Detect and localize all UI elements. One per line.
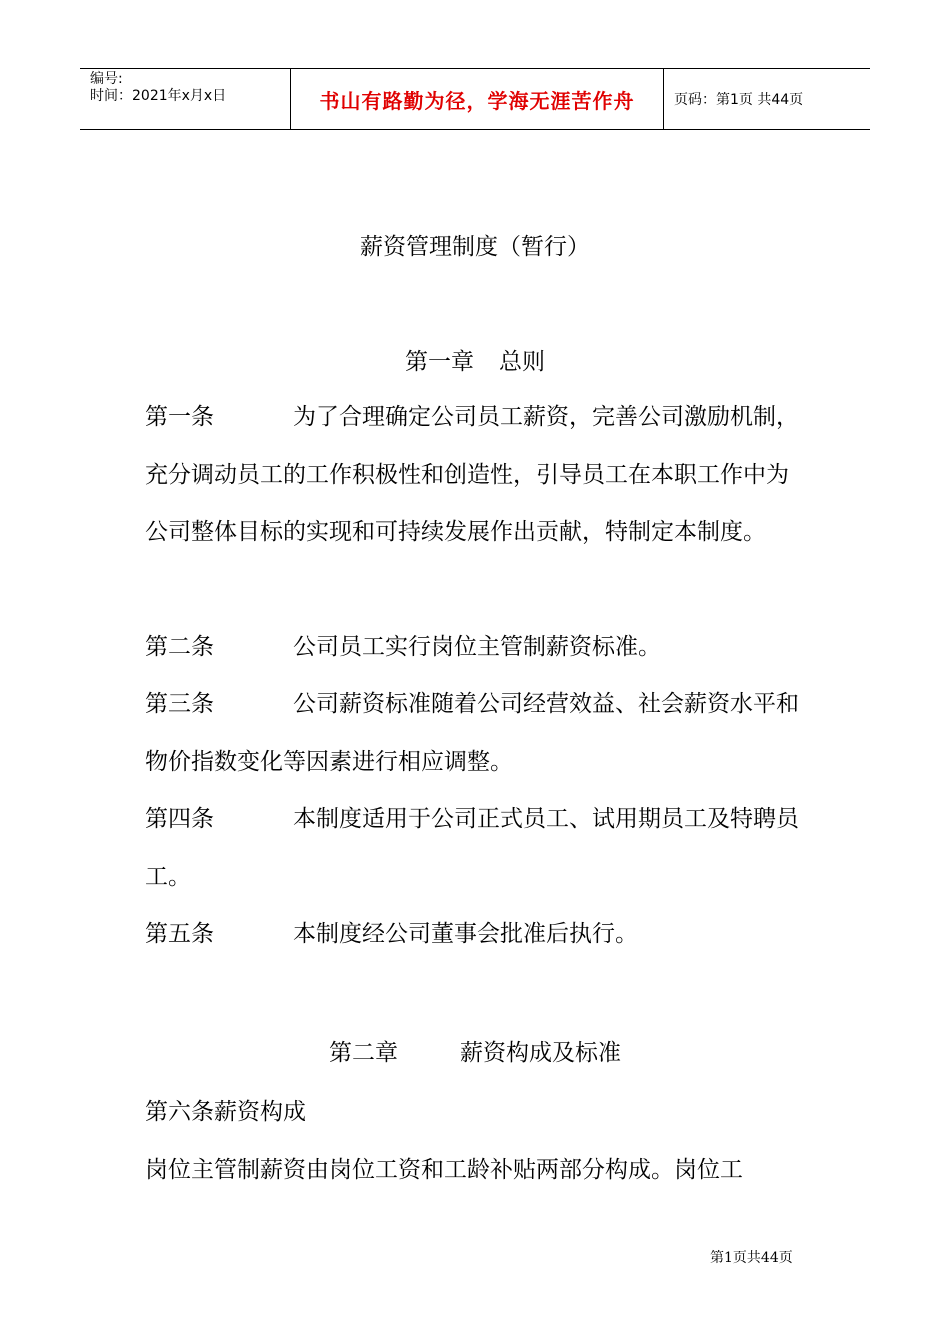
article-6-text: 岗位主管制薪资由岗位工资和工龄补贴两部分构成。岗位工 [145, 1157, 743, 1183]
article-1-text: 为了合理确定公司员工薪资，完善公司激励机制，充分调动员工的工作积极性和创造性，引导员工在本职工作中为公司整体目标的实现和可持续发展作出贡献，特制定本制度。 [145, 404, 799, 545]
article-2-text: 公司员工实行岗位主管制薪资标准。 [293, 634, 661, 660]
header-page-info: 页码：第1页 共44页 [674, 92, 804, 108]
chapter-2-name: 薪资构成及标准 [460, 1040, 621, 1066]
article-5-text: 本制度经公司董事会批准后执行。 [293, 921, 638, 947]
article-6-heading: 第六条薪资构成 [145, 1099, 306, 1125]
article-3-head: 第三条 [145, 691, 214, 717]
article-5-head: 第五条 [145, 921, 214, 947]
chapter-1-name: 总则 [499, 349, 545, 375]
serial-number-label: 编号: [90, 71, 123, 87]
document-title: 薪资管理制度（暂行） [360, 234, 590, 260]
page-footer: 第1页共44页 [710, 1250, 793, 1266]
article-4-text: 本制度适用于公司正式员工、试用期员工及特聘员工。 [145, 806, 799, 890]
header-motto: 书山有路勤为径，学海无涯苦作舟 [291, 69, 664, 129]
article-2-head: 第二条 [145, 634, 214, 660]
header-meta [80, 69, 291, 129]
article-2 [145, 619, 810, 677]
article-1-head: 第一条 [145, 404, 214, 430]
date-label: 时间：2021年x月x日 [90, 88, 227, 104]
article-3 [145, 676, 810, 791]
article-4 [145, 791, 810, 906]
chapter-2-heading [0, 1034, 950, 1067]
chapter-2-label: 第二章 [329, 1040, 398, 1066]
article-1 [145, 389, 810, 562]
article-4-head: 第四条 [145, 806, 214, 832]
chapter-1-heading [0, 343, 950, 376]
article-5 [145, 906, 810, 964]
page-header [80, 68, 870, 130]
article-3-text: 公司薪资标准随着公司经营效益、社会薪资水平和物价指数变化等因素进行相应调整。 [145, 691, 799, 775]
chapter-1-label: 第一章 [405, 349, 474, 375]
